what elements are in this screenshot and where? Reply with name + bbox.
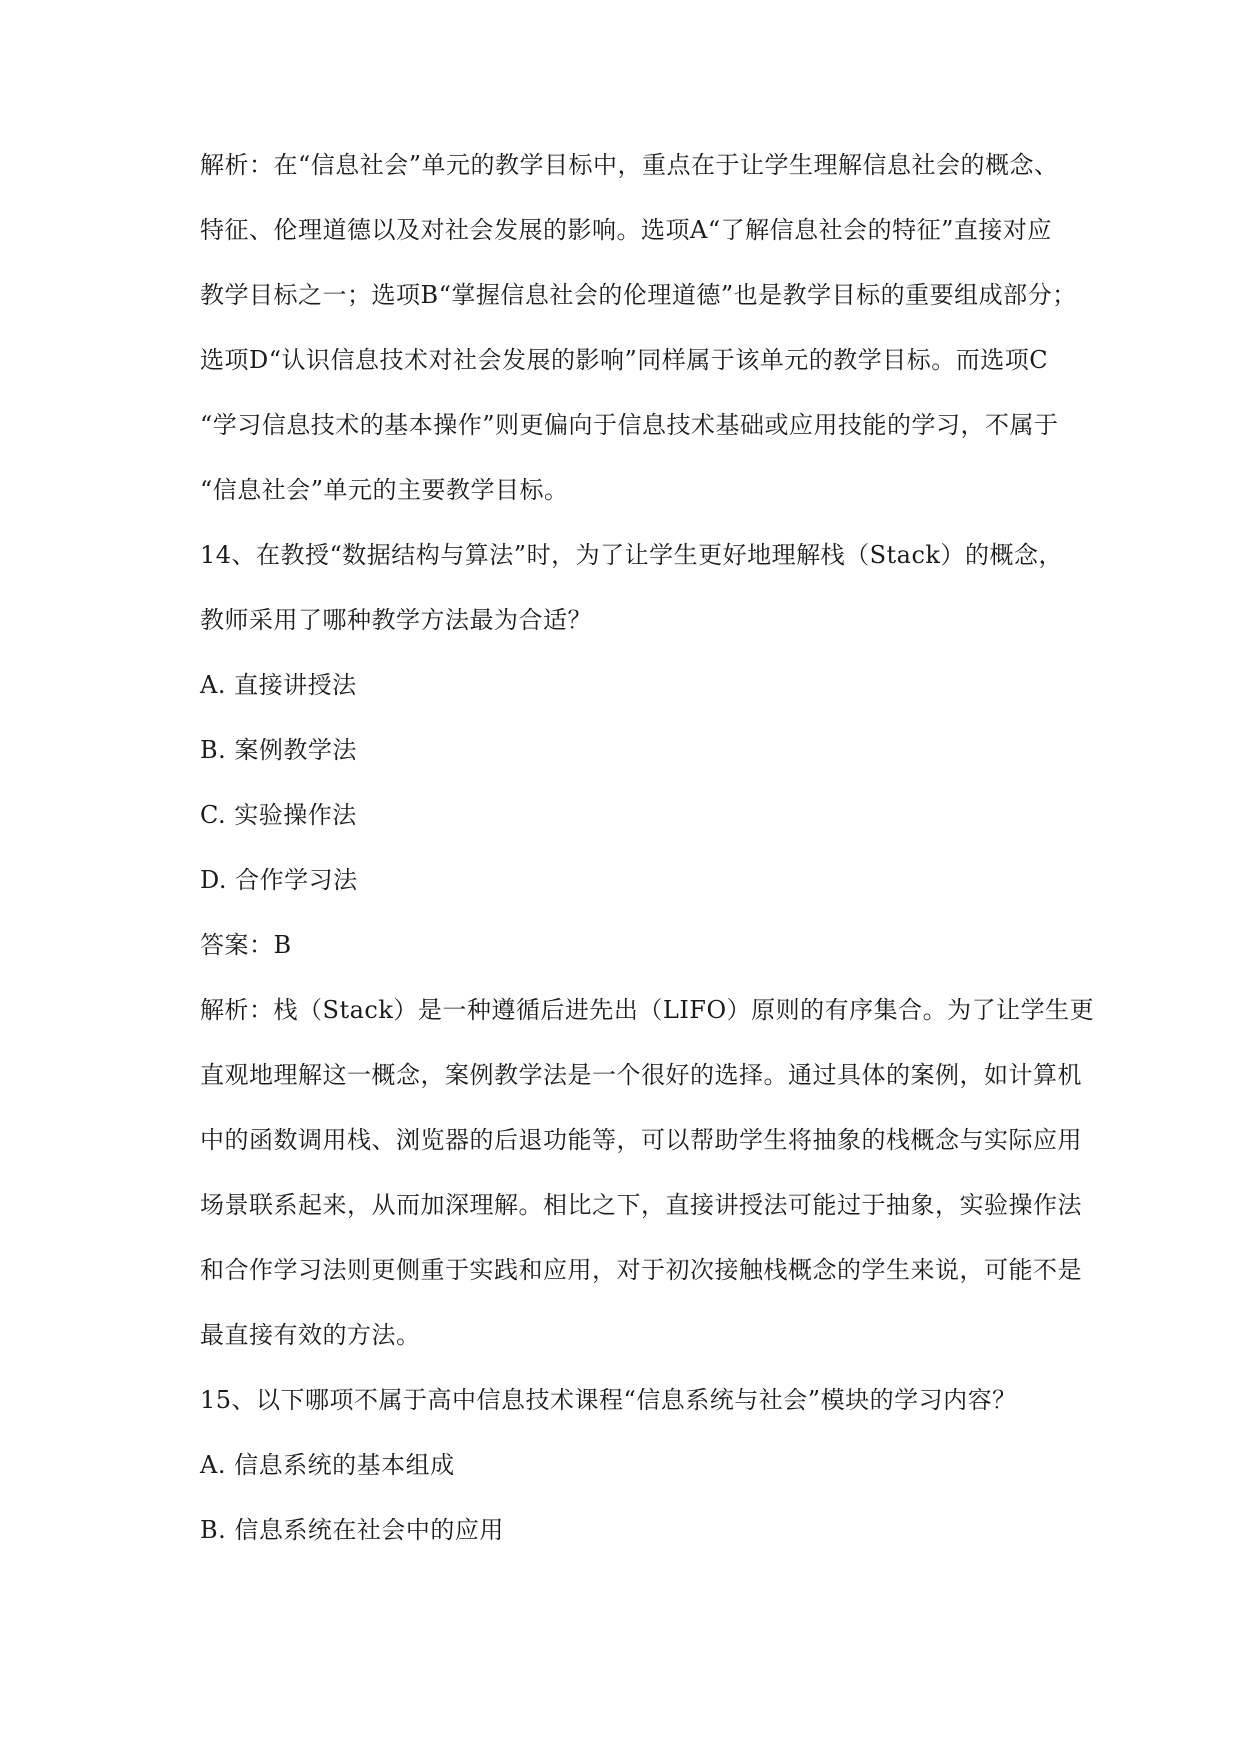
text-line: 选项D“认识信息技术对社会发展的影响”同样属于该单元的教学目标。而选项C	[200, 346, 1049, 374]
text-line: 特征、伦理道德以及对社会发展的影响。选项A“了解信息社会的特征”直接对应	[200, 216, 1052, 244]
question-15-stem: 15、以下哪项不属于高中信息技术课程“信息系统与社会”模块的学习内容？	[200, 1386, 1017, 1414]
text-line: “信息社会”单元的主要教学目标。	[200, 476, 569, 504]
explanation-line: 场景联系起来，从而加深理解。相比之下，直接讲授法可能过于抽象，实验操作法	[200, 1191, 1082, 1219]
option-b: B. 信息系统在社会中的应用	[200, 1516, 504, 1544]
option-d: D. 合作学习法	[200, 866, 358, 894]
text-line: 教学目标之一；选项B“掌握信息社会的伦理道德”也是教学目标的重要组成部分；	[200, 281, 1077, 309]
question-14-stem: 14、在教授“数据结构与算法”时，为了让学生更好地理解栈（Stack）的概念，	[200, 541, 1063, 569]
option-b: B. 案例教学法	[200, 736, 357, 764]
answer-line: 答案：B	[200, 931, 292, 959]
question-14-stem: 教师采用了哪种教学方法最为合适？	[200, 606, 592, 634]
option-a: A. 直接讲授法	[200, 671, 357, 699]
explanation-line: 解析：栈（Stack）是一种遵循后进先出（LIFO）原则的有序集合。为了让学生更	[200, 996, 1095, 1024]
explanation-line: 最直接有效的方法。	[200, 1321, 421, 1349]
explanation-line: 中的函数调用栈、浏览器的后退功能等，可以帮助学生将抽象的栈概念与实际应用	[200, 1126, 1082, 1154]
option-c: C. 实验操作法	[200, 801, 357, 829]
explanation-line: 和合作学习法则更侧重于实践和应用，对于初次接触栈概念的学生来说，可能不是	[200, 1256, 1082, 1284]
explanation-line: 直观地理解这一概念，案例教学法是一个很好的选择。通过具体的案例，如计算机	[200, 1061, 1082, 1089]
text-line: 解析：在“信息社会”单元的教学目标中，重点在于让学生理解信息社会的概念、	[200, 151, 1059, 179]
text-line: “学习信息技术的基本操作”则更偏向于信息技术基础或应用技能的学习，不属于	[200, 411, 1059, 439]
option-a: A. 信息系统的基本组成	[200, 1451, 455, 1479]
